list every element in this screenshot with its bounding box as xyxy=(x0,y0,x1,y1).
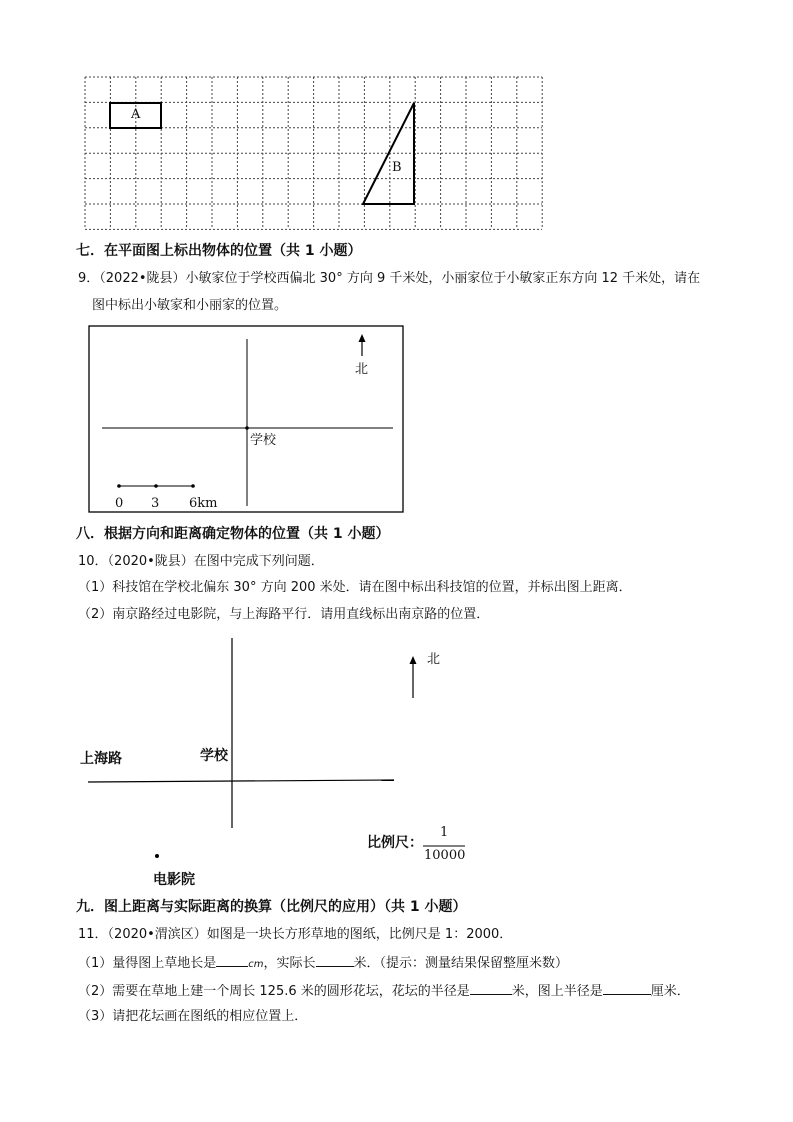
q9-scale-label-3: 3 xyxy=(151,496,160,511)
question-11-line-1: 11．（2020•渭滨区）如图是一块长方形草地的图纸，比例尺是 1：2000． xyxy=(78,927,513,942)
cinema-point xyxy=(155,854,159,858)
question-9-line-2: 图中标出小敏家和小丽家的位置。 xyxy=(92,298,288,313)
q11-p2-text-c: 厘米． xyxy=(650,984,690,999)
q9-scale-tick-0 xyxy=(117,484,121,488)
q9-figure-frame xyxy=(89,326,403,512)
section-9-heading: 九．图上距离与实际距离的换算（比例尺的应用）（共 1 小题） xyxy=(76,899,467,915)
q9-north-arrow-head xyxy=(359,334,366,342)
q11-p2-answer-blank-1[interactable] xyxy=(470,980,512,995)
q10-figure xyxy=(0,630,793,895)
shape-a-label: A xyxy=(131,107,141,122)
q9-figure-svg xyxy=(0,320,793,520)
q11-p1-answer-blank-1[interactable] xyxy=(216,952,248,967)
section-8-heading: 八．根据方向和距离确定物体的位置（共 1 小题） xyxy=(76,526,390,542)
shanghai-road-label: 上海路 xyxy=(80,751,122,767)
scale-numerator: 1 xyxy=(440,825,449,840)
q11-p2-text-a: （2）需要在草地上建一个周长 125.6 米的圆形花坛，花坛的半径是 xyxy=(78,984,470,999)
shape-b-label: B xyxy=(392,160,402,175)
question-11-part-3: （3）请把花坛画在图纸的相应位置上． xyxy=(78,1009,308,1024)
q10-school-label: 学校 xyxy=(200,748,228,764)
grid-figure xyxy=(0,0,793,240)
section-7-heading: 七．在平面图上标出物体的位置（共 1 小题） xyxy=(76,243,362,259)
cinema-label: 电影院 xyxy=(153,872,195,888)
q9-figure xyxy=(0,320,793,520)
q11-p1-text-b: ，实际长 xyxy=(263,956,316,971)
scale-denominator: 10000 xyxy=(424,848,466,863)
q11-p1-text-c: 米．（提示：测量结果保留整厘米数） xyxy=(353,956,569,971)
q11-p2-answer-blank-2[interactable] xyxy=(603,980,651,995)
q9-school-point xyxy=(245,426,249,430)
scale-label: 比例尺： xyxy=(367,835,423,851)
question-11-part-1 xyxy=(78,952,568,974)
question-10-line-3: （2）南京路经过电影院，与上海路平行．请用直线标出南京路的位置． xyxy=(78,607,490,622)
question-11-part-2 xyxy=(78,980,690,1001)
shanghai-road-line xyxy=(88,780,394,782)
q10-north-label: 北 xyxy=(427,652,441,667)
q9-scale-label-6km: 6km xyxy=(189,496,218,511)
q11-p1-unit-cm: cm xyxy=(248,959,264,970)
question-10-line-1: 10．（2020•陇县）在图中完成下列问题． xyxy=(78,554,324,569)
q11-p1-text-a: （1）量得图上草地长是 xyxy=(78,956,217,971)
q10-north-arrow-head xyxy=(410,656,417,664)
q11-p2-text-b: 米，图上半径是 xyxy=(511,984,603,999)
q9-school-label: 学校 xyxy=(250,433,277,448)
question-10-line-2: （1）科技馆在学校北偏东 30° 方向 200 米处．请在图中标出科技馆的位置，并标出图上距离． xyxy=(78,580,632,595)
q9-north-label: 北 xyxy=(355,362,369,377)
question-9-line-1: 9．（2022•陇县）小敏家位于学校西偏北 30° 方向 9 千米处，小丽家位于小敏家正东方向 12 千米处，请在 xyxy=(78,271,701,286)
grid-figure-svg xyxy=(0,0,793,240)
q9-scale-tick-3 xyxy=(154,484,158,488)
q9-scale-label-0: 0 xyxy=(115,496,124,511)
q11-p1-answer-blank-2[interactable] xyxy=(316,952,354,967)
q9-scale-tick-6 xyxy=(191,484,195,488)
